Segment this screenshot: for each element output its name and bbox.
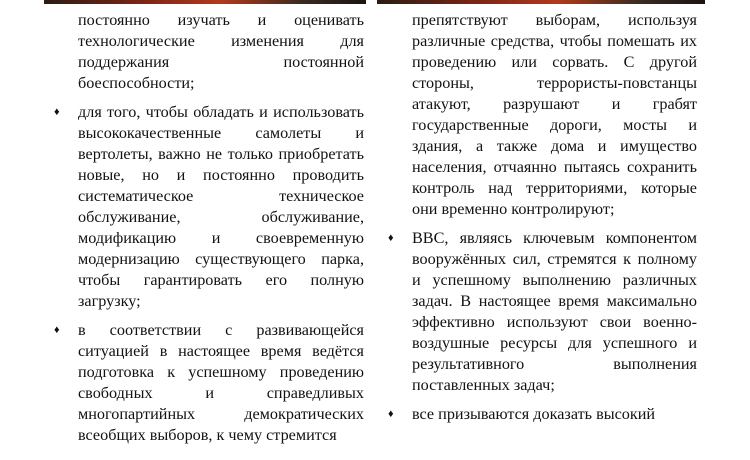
diamond-bullet-icon: ♦ bbox=[388, 408, 394, 420]
list-item bbox=[388, 404, 697, 425]
list-item bbox=[54, 320, 364, 446]
diamond-bullet-icon: ♦ bbox=[54, 324, 60, 336]
list-item bbox=[54, 102, 364, 312]
list-item-text: постоянно изучать и оценивать технологические изменения для поддержания постоянной боеспособности; bbox=[78, 11, 364, 92]
list-item-text: препятствуют выборам, используя различные средства, чтобы помешать их проведению или сорвать. С другой стороны, террористы-повстанцы атакуют, разрушают и грабят государственные дороги, мосты и здания, а также дома и имущество населения, отчаянно пытаясь сохранить контроль над территориями, которые они временно контролируют; bbox=[412, 11, 697, 218]
list-item-text: в соответствии с развивающейся ситуацией в настоящее время ведётся подготовка к успешному проведению свободных и справедливых многопартийных демократических всеобщих выборов, к чему стремится bbox=[78, 321, 364, 444]
diamond-bullet-icon: ♦ bbox=[388, 232, 394, 244]
right-text-column bbox=[388, 10, 697, 433]
list-item-text: все призываются доказать высокий bbox=[412, 405, 656, 423]
list-item bbox=[388, 228, 697, 396]
list-item-text: для того, чтобы обладать и использовать высококачественные самолеты и вертолеты, важно не только приобретать новые, но и постоянно проводить систематическое техническое обслуживание, обслуживание, модификацию и своевременную модернизацию существующего парка, чтобы гарантировать его полную загрузку; bbox=[78, 103, 364, 310]
article-photo-right bbox=[377, 0, 705, 4]
list-item-text: ВВС, являясь ключевым компонентом вооружённых сил, стремятся к полному и успешному выполнению различных задач. В настоящее время максимально эффективно используют свои военно-воздушные ресурсы для успешного и результативного выполнения поставленных задач; bbox=[412, 229, 697, 394]
left-text-column bbox=[54, 10, 364, 454]
list-item-continuation bbox=[54, 10, 364, 94]
article-photo-left bbox=[44, 0, 366, 4]
diamond-bullet-icon: ♦ bbox=[54, 106, 60, 118]
list-item-continuation bbox=[388, 10, 697, 220]
